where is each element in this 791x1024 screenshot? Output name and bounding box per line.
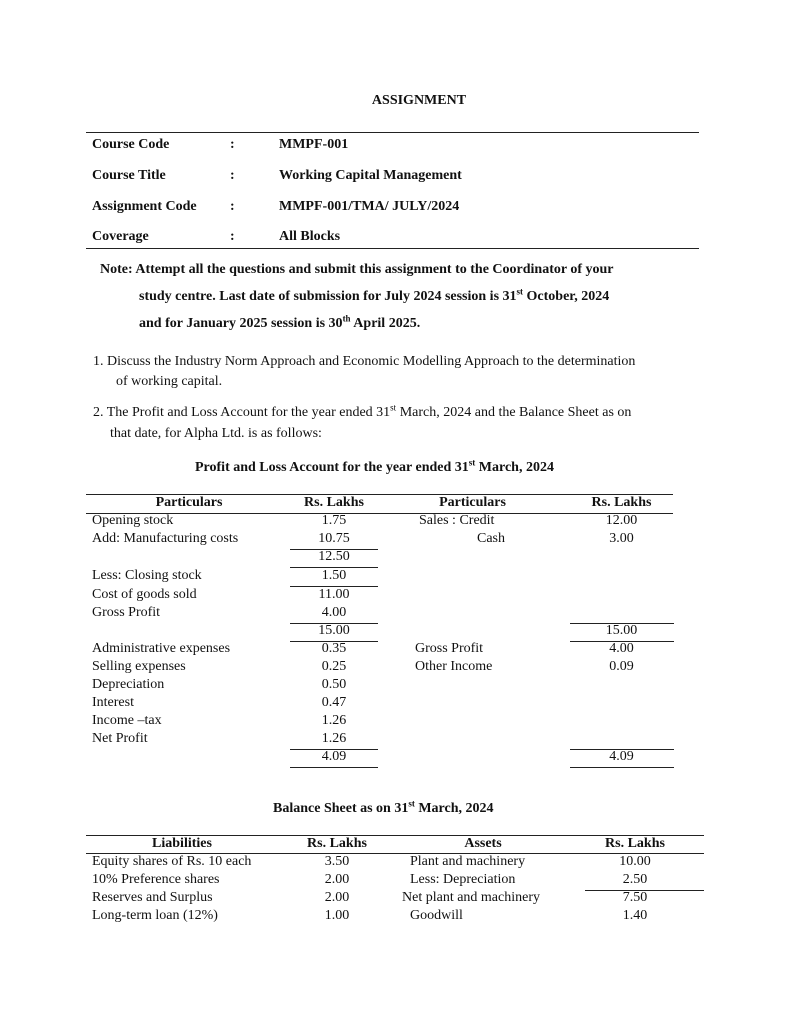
- meta-value: Working Capital Management: [279, 168, 462, 183]
- bs-header: Rs. Lakhs: [605, 836, 665, 851]
- table-cell: Plant and machinery: [410, 854, 526, 869]
- table-cell: 0.09: [609, 659, 634, 674]
- table-cell: Cost of goods sold: [92, 587, 197, 602]
- table-cell: 3.00: [609, 531, 634, 546]
- table-cell: 2.50: [622, 872, 648, 887]
- table-cell: Interest: [92, 695, 134, 710]
- table-cell: Gross Profit: [415, 641, 484, 656]
- question-2-cont: that date, for Alpha Ltd. is as follows:: [110, 426, 322, 441]
- table-cell: 12.50: [318, 549, 350, 564]
- table-cell: 1.26: [321, 731, 347, 746]
- question-1-cont: of working capital.: [116, 374, 223, 389]
- meta-value: MMPF-001/TMA/ JULY/2024: [279, 199, 460, 214]
- table-cell: 1.50: [321, 568, 347, 583]
- table-cell: Add: Manufacturing costs: [92, 531, 239, 546]
- meta-value: All Blocks: [279, 229, 341, 244]
- pl-heading: Profit and Loss Account for the year ended 31st March, 2024: [195, 457, 554, 475]
- note-line: Note: Attempt all the questions and submit this assignment to the Coordinator of your: [100, 262, 614, 277]
- bs-header: Assets: [464, 836, 502, 851]
- meta-value: MMPF-001: [279, 137, 349, 152]
- meta-label: Course Title: [92, 168, 166, 183]
- table-cell: Goodwill: [410, 908, 463, 923]
- pl-header: Particulars: [439, 495, 506, 510]
- table-cell: Income –tax: [92, 713, 162, 728]
- note-line: study centre. Last date of submission for July 2024 session is 31st October, 2024: [139, 286, 610, 304]
- meta-colon: :: [230, 168, 235, 183]
- table-cell: Long-term loan (12%): [92, 908, 218, 923]
- table-cell: 4.00: [609, 641, 634, 656]
- subtotal-rule: [570, 767, 674, 768]
- table-cell: 4.09: [321, 749, 347, 764]
- table-cell: Sales : Credit: [419, 513, 495, 528]
- table-cell: 0.50: [321, 677, 347, 692]
- meta-label: Coverage: [92, 229, 149, 244]
- table-cell: 7.50: [622, 890, 648, 905]
- table-cell: 0.35: [321, 641, 347, 656]
- bs-heading: Balance Sheet as on 31st March, 2024: [273, 798, 494, 816]
- meta-colon: :: [230, 137, 235, 152]
- table-cell: 15.00: [318, 623, 350, 638]
- table-cell: 3.50: [324, 854, 350, 869]
- divider: [86, 132, 699, 133]
- table-cell: 2.00: [324, 872, 350, 887]
- table-cell: Administrative expenses: [92, 641, 231, 656]
- pl-header: Rs. Lakhs: [304, 495, 364, 510]
- table-cell: Other Income: [415, 659, 493, 674]
- table-cell: 10.75: [318, 531, 350, 546]
- table-cell: 0.47: [321, 695, 347, 710]
- table-cell: 10.00: [619, 854, 651, 869]
- table-cell: 4.00: [321, 605, 347, 620]
- table-cell: Cash: [477, 531, 505, 546]
- question-2: 2. The Profit and Loss Account for the year ended 31st March, 2024 and the Balance Sheet as on: [93, 402, 632, 420]
- bs-header: Liabilities: [152, 836, 212, 851]
- table-cell: 1.00: [324, 908, 350, 923]
- table-cell: Equity shares of Rs. 10 each: [92, 854, 252, 869]
- note-line: and for January 2025 session is 30th April 2025.: [139, 313, 421, 331]
- page-title: ASSIGNMENT: [371, 93, 467, 108]
- table-cell: Gross Profit: [92, 605, 161, 620]
- table-cell: Net plant and machinery: [402, 890, 541, 905]
- table-cell: Opening stock: [92, 513, 174, 528]
- table-cell: Net Profit: [92, 731, 148, 746]
- question-1: 1. Discuss the Industry Norm Approach and Economic Modelling Approach to the determination: [93, 354, 636, 369]
- table-cell: Less: Depreciation: [410, 872, 516, 887]
- table-cell: 4.09: [609, 749, 634, 764]
- table-cell: Less: Closing stock: [92, 568, 202, 583]
- table-cell: Depreciation: [92, 677, 165, 692]
- table-cell: 11.00: [318, 587, 350, 602]
- table-cell: Selling expenses: [92, 659, 186, 674]
- meta-label: Assignment Code: [92, 199, 197, 214]
- divider: [86, 248, 699, 249]
- meta-colon: :: [230, 229, 235, 244]
- table-cell: 1.26: [321, 713, 347, 728]
- table-cell: 12.00: [605, 513, 638, 528]
- table-cell: 1.40: [622, 908, 648, 923]
- meta-colon: :: [230, 199, 235, 214]
- meta-label: Course Code: [92, 137, 170, 152]
- table-cell: 10% Preference shares: [92, 872, 220, 887]
- pl-header: Particulars: [155, 495, 223, 510]
- table-cell: 0.25: [321, 659, 347, 674]
- bs-header: Rs. Lakhs: [307, 836, 367, 851]
- table-cell: 2.00: [324, 890, 350, 905]
- pl-header: Rs. Lakhs: [591, 495, 652, 510]
- table-cell: 1.75: [321, 513, 347, 528]
- subtotal-rule: [290, 767, 378, 768]
- table-cell: Reserves and Surplus: [92, 890, 213, 905]
- table-cell: 15.00: [605, 623, 638, 638]
